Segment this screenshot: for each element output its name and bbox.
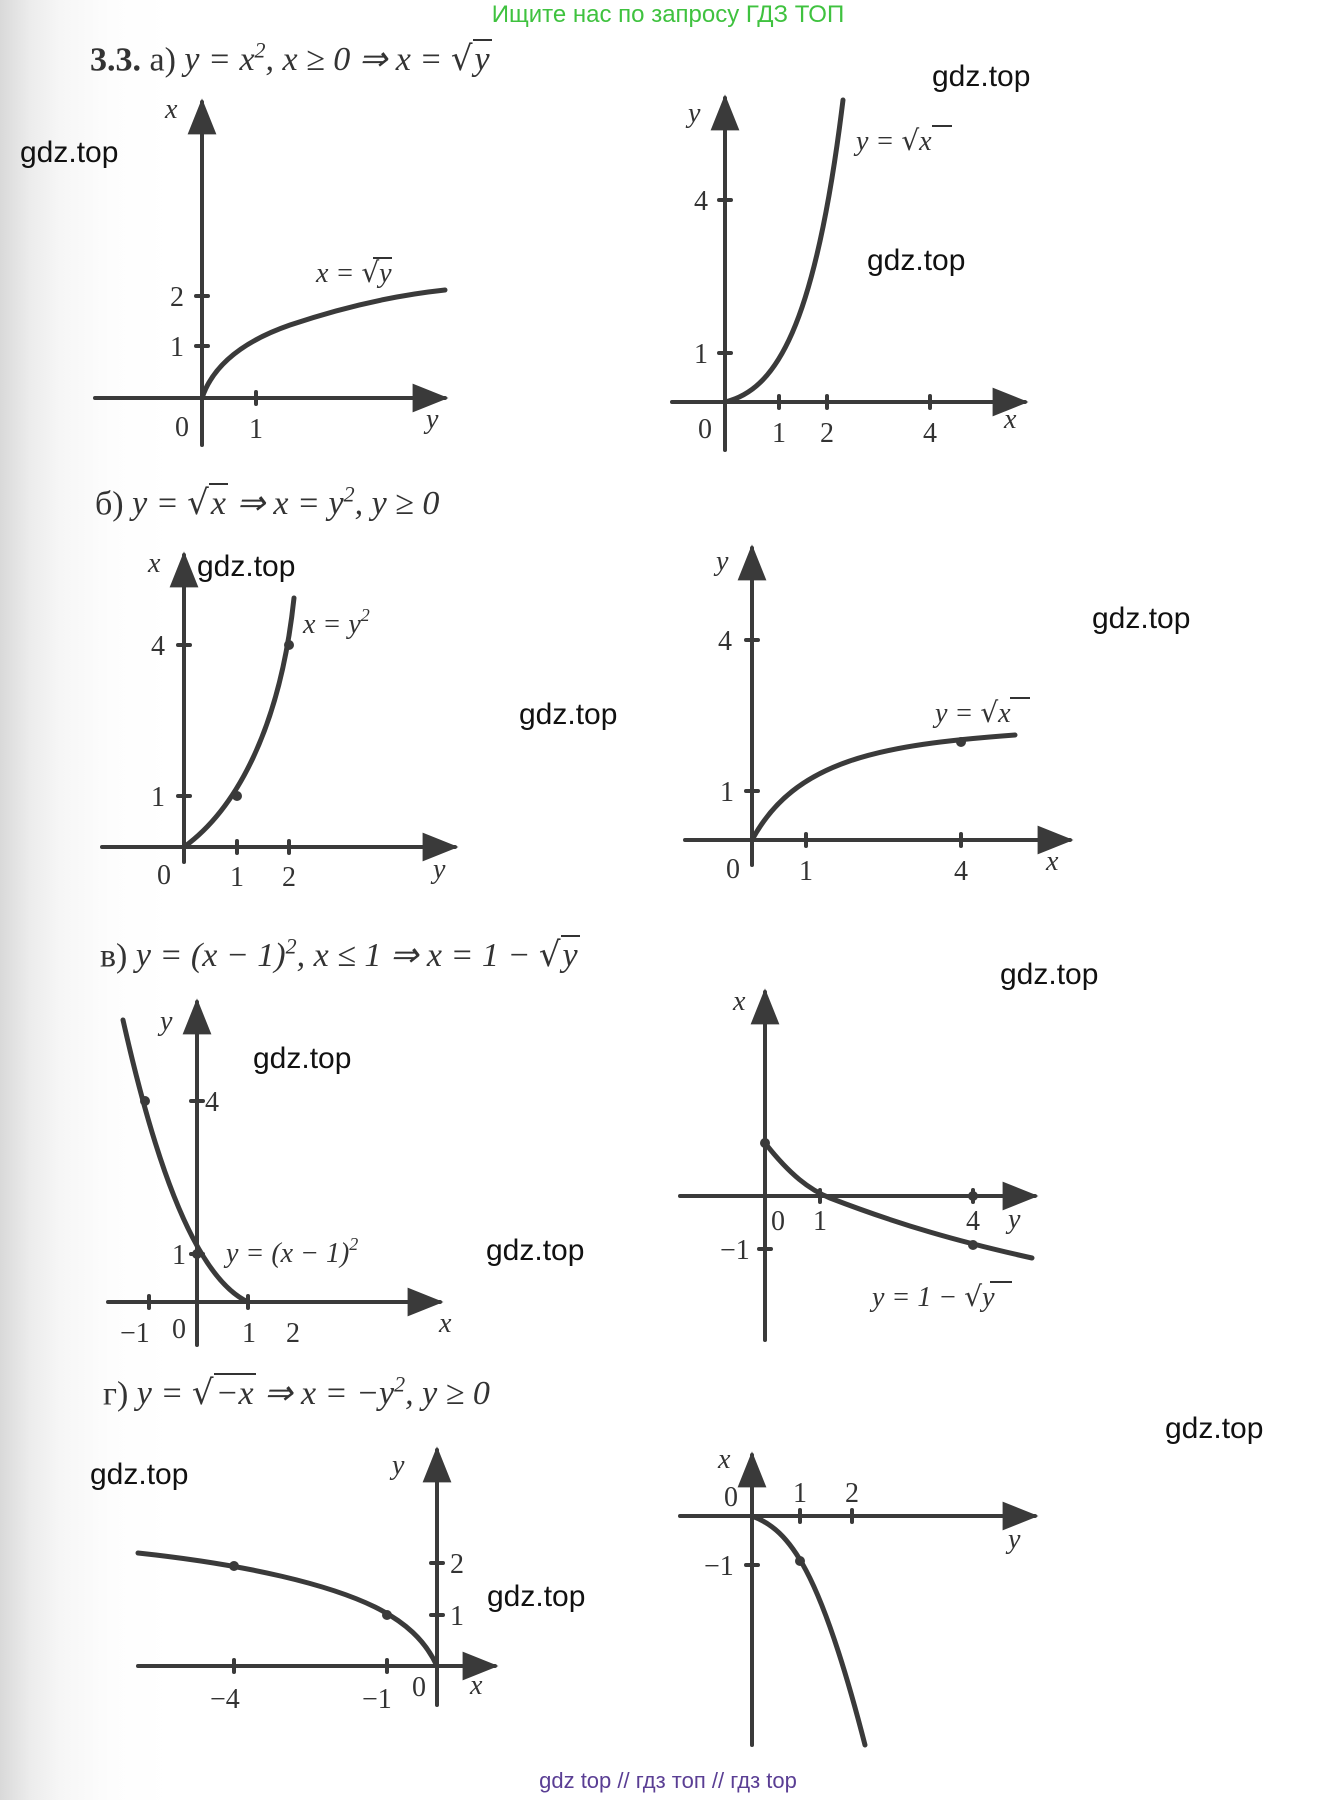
footer-links[interactable]: gdz top // гдз топ // гдз top xyxy=(539,1768,797,1793)
tick-label: 1 xyxy=(450,1601,464,1632)
origin-label: 0 xyxy=(726,854,740,885)
curve-y-sqrt-x xyxy=(725,100,843,402)
tick-label: 1 xyxy=(694,339,708,370)
origin-label: 0 xyxy=(172,1314,186,1345)
graph-g-left xyxy=(138,1450,495,1705)
curve-label: x = √y xyxy=(316,256,392,289)
formula-b: б) y = √x ⇒ $x = y^2$, y ≥ 0 xyxy=(95,482,440,524)
tick-label: 1 xyxy=(249,414,263,445)
watermark: gdz.top xyxy=(1092,602,1191,635)
v-axis-label: x xyxy=(718,1444,731,1475)
curve-x-y-squared xyxy=(184,598,294,847)
tick-label: 4 xyxy=(966,1206,980,1237)
tick-label: 1 xyxy=(230,862,244,893)
graph-a-left xyxy=(95,102,445,445)
tick-label: 2 xyxy=(170,282,184,313)
v-axis-label: y xyxy=(160,1006,173,1037)
origin-label: 0 xyxy=(157,860,171,891)
watermark: gdz.top xyxy=(1000,958,1099,991)
h-axis-label: y xyxy=(426,404,439,435)
curve-y-sqrt-minus-x xyxy=(138,1553,437,1666)
tick-label: −1 xyxy=(720,1235,750,1266)
part-label: г) xyxy=(103,1375,129,1413)
watermark: gdz.top xyxy=(487,1580,586,1613)
sqrt-sign: √ xyxy=(538,935,561,976)
h-axis-label: x xyxy=(1046,846,1059,877)
graph-b-right xyxy=(685,548,1070,865)
origin-label: 0 xyxy=(175,412,189,443)
point xyxy=(140,1096,150,1106)
h-axis-label: x xyxy=(1004,404,1017,435)
h-axis-label: y xyxy=(1008,1204,1021,1235)
origin-label: 0 xyxy=(771,1206,785,1237)
tick-label: 2 xyxy=(820,418,834,449)
search-banner[interactable]: Ищите нас по запросу ГДЗ ТОП xyxy=(491,1,845,28)
tick-label: 1 xyxy=(242,1318,256,1349)
tick-label: 1 xyxy=(772,418,786,449)
origin-label: 0 xyxy=(724,1482,738,1513)
h-axis-label: y xyxy=(433,854,446,885)
sqrt-sign: √ xyxy=(450,39,473,80)
origin-label: 0 xyxy=(412,1672,426,1703)
watermark: gdz.top xyxy=(867,244,966,277)
problem-number: 3.3. xyxy=(90,41,141,79)
part-label: б) xyxy=(95,485,124,523)
curve-x-sqrt-y xyxy=(202,290,445,398)
point xyxy=(192,1249,202,1259)
h-axis-label: x xyxy=(439,1308,452,1339)
tick-label: 1 xyxy=(720,777,734,808)
tick-label: 1 xyxy=(813,1206,827,1237)
tick-label: 1 xyxy=(172,1240,186,1271)
tick-label: −1 xyxy=(362,1684,392,1715)
tick-label: 4 xyxy=(718,626,732,657)
tick-label: 1 xyxy=(170,332,184,363)
tick-label: 1 xyxy=(151,782,165,813)
formula-g: г) y = √−x ⇒ $x = -y^2$, y ≥ 0 xyxy=(103,1372,490,1414)
curve-label: $y = (x - 1)^2$ xyxy=(226,1234,359,1269)
formula-a: 3.3. а) $y = x^2$, x ≥ 0 ⇒ x = √y xyxy=(90,38,490,80)
curve-label: y = 1 − √y xyxy=(872,1280,995,1313)
v-axis-label: y xyxy=(716,546,729,577)
point xyxy=(229,1561,239,1571)
curve-label: $x = y^2$ xyxy=(303,605,370,640)
tick-label: 2 xyxy=(450,1549,464,1580)
point xyxy=(232,791,242,801)
point xyxy=(284,640,294,650)
tick-label: 4 xyxy=(205,1087,219,1118)
curve-x-minus-y-squared xyxy=(752,1516,865,1745)
v-axis-label: x xyxy=(165,94,178,125)
tick-label: 4 xyxy=(923,418,937,449)
tick-label: 4 xyxy=(151,631,165,662)
part-label: в) xyxy=(100,937,128,975)
tick-label: 4 xyxy=(694,186,708,217)
point xyxy=(760,1138,770,1148)
watermark: gdz.top xyxy=(932,60,1031,93)
v-axis-label: y xyxy=(688,98,701,129)
watermark: gdz.top xyxy=(486,1234,585,1267)
tick-label: 1 xyxy=(799,856,813,887)
point xyxy=(968,1240,978,1250)
watermark: gdz.top xyxy=(253,1042,352,1075)
formula-v: в) $y = (x - 1)^2$, x ≤ 1 ⇒ x = 1 − √y xyxy=(100,934,578,976)
curve-label: y = √x xyxy=(856,124,932,157)
watermark: gdz.top xyxy=(90,1458,189,1491)
sqrt-sign: √ xyxy=(187,483,209,524)
watermark: gdz.top xyxy=(197,550,296,583)
curve-label: y = √x xyxy=(935,696,1011,729)
v-axis-label: x xyxy=(733,986,746,1017)
h-axis-label: x xyxy=(470,1670,483,1701)
tick-label: 1 xyxy=(793,1478,807,1509)
graph-a-right xyxy=(672,98,1025,450)
v-axis-label: y xyxy=(392,1450,405,1481)
v-axis-label: x xyxy=(148,548,161,579)
point xyxy=(968,1191,978,1201)
tick-label: 2 xyxy=(286,1318,300,1349)
tick-label: −4 xyxy=(210,1684,240,1715)
watermark: gdz.top xyxy=(20,136,119,169)
tick-label: −1 xyxy=(704,1551,734,1582)
curve-y-sqrt-x xyxy=(752,735,1015,840)
point xyxy=(795,1556,805,1566)
tick-label: 4 xyxy=(954,856,968,887)
tick-label: 2 xyxy=(282,862,296,893)
tick-label: 2 xyxy=(845,1478,859,1509)
watermark: gdz.top xyxy=(519,698,618,731)
graph-b-left xyxy=(102,555,455,862)
origin-label: 0 xyxy=(698,414,712,445)
sqrt-sign: √ xyxy=(191,1373,214,1414)
tick-label: −1 xyxy=(120,1318,150,1349)
watermark: gdz.top xyxy=(1165,1412,1264,1445)
part-label: а) xyxy=(149,41,176,79)
curve-y-1-minus-sqrt-y xyxy=(765,1143,1032,1258)
point xyxy=(956,737,966,747)
h-axis-label: y xyxy=(1008,1524,1021,1555)
point xyxy=(382,1610,392,1620)
